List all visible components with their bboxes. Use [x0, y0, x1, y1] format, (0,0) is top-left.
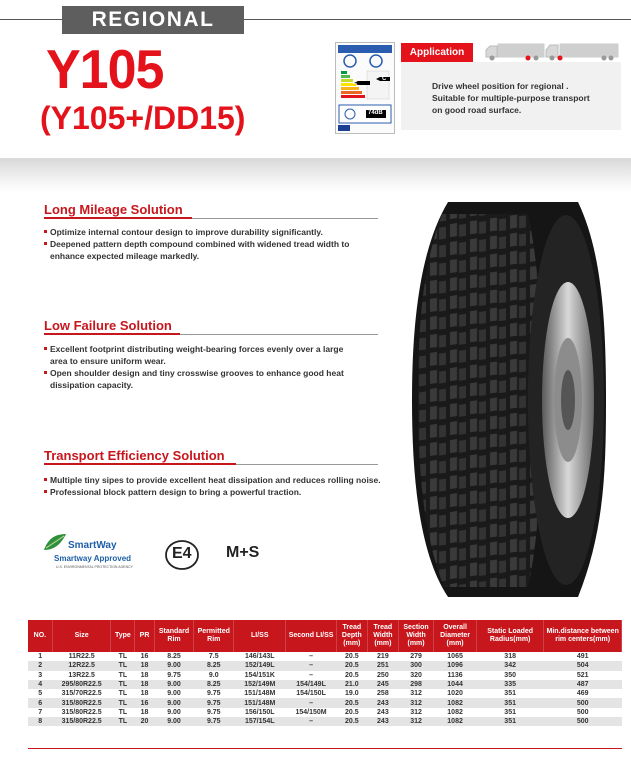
table-row: [28, 698, 622, 707]
table-cell: 20.5: [336, 652, 367, 661]
table-cell: 312: [398, 698, 433, 707]
table-cell: 295/80R22.5: [52, 680, 111, 689]
table-cell: 9.00: [154, 708, 194, 717]
table-cell: 351: [476, 708, 543, 717]
table-cell: 9.75: [194, 717, 234, 726]
table-cell: 16: [135, 652, 154, 661]
table-cell: 250: [367, 671, 398, 680]
table-cell: 9.00: [154, 698, 194, 707]
table-cell: TL: [111, 689, 135, 698]
application-line-3: on good road surface.: [432, 105, 522, 115]
table-cell: 151/148M: [234, 698, 286, 707]
table-row: [28, 652, 622, 661]
table-cell: 18: [135, 680, 154, 689]
section-underline: [44, 333, 180, 335]
bullet-item: Open shoulder design and tiny crosswise grooves to enhance good heat dissipation capacity.: [44, 367, 404, 391]
table-cell: 154/150L: [286, 689, 336, 698]
header-rule-left: [0, 19, 62, 20]
table-cell: 5: [28, 689, 52, 698]
table-cell: TL: [111, 698, 135, 707]
category-badge: REGIONAL: [62, 6, 244, 34]
smartway-approved: Smartway Approved: [54, 554, 132, 563]
table-cell: 7: [28, 708, 52, 717]
ms-marking: M+S: [226, 544, 260, 561]
col-header: NO.: [28, 620, 52, 652]
col-header: Tread Depth (mm): [336, 620, 367, 652]
table-cell: 152/149M: [234, 680, 286, 689]
col-header: LI/SS: [234, 620, 286, 652]
table-cell: TL: [111, 671, 135, 680]
specification-table: [28, 620, 622, 726]
table-cell: 18: [135, 671, 154, 680]
table-cell: 312: [398, 708, 433, 717]
table-row: [28, 708, 622, 717]
model-title: Y105: [46, 39, 164, 101]
table-cell: 18: [135, 689, 154, 698]
col-header: Section Width (mm): [398, 620, 433, 652]
table-cell: 469: [544, 689, 622, 698]
header-divider-band: [0, 158, 631, 193]
table-cell: 9.00: [154, 689, 194, 698]
table-cell: 3: [28, 671, 52, 680]
table-cell: 335: [476, 680, 543, 689]
table-row: [28, 717, 622, 726]
table-cell: 146/143L: [234, 652, 286, 661]
table-cell: 1082: [434, 698, 477, 707]
col-header: PR: [135, 620, 154, 652]
table-cell: –: [286, 671, 336, 680]
table-cell: 16: [135, 698, 154, 707]
smartway-logo: [42, 532, 152, 574]
table-cell: –: [286, 698, 336, 707]
section-rule: [192, 218, 378, 219]
table-cell: 9.00: [154, 661, 194, 670]
table-cell: 151/148M: [234, 689, 286, 698]
table-cell: TL: [111, 661, 135, 670]
table-cell: 315/80R22.5: [52, 708, 111, 717]
table-cell: 9.75: [154, 671, 194, 680]
application-description: [432, 80, 612, 116]
table-cell: 8.25: [194, 661, 234, 670]
table-cell: 20.5: [336, 698, 367, 707]
table-cell: 315/70R22.5: [52, 689, 111, 698]
table-cell: 6: [28, 698, 52, 707]
table-cell: 504: [544, 661, 622, 670]
table-header-row: [28, 620, 622, 652]
bullet-item: Professional block pattern design to bring a powerful traction.: [44, 486, 414, 498]
table-cell: –: [286, 661, 336, 670]
table-cell: 491: [544, 652, 622, 661]
table-cell: TL: [111, 708, 135, 717]
table-cell: 154/149L: [286, 680, 336, 689]
table-cell: 487: [544, 680, 622, 689]
application-line-1: Drive wheel position for regional .: [432, 81, 569, 91]
table-cell: 20.5: [336, 661, 367, 670]
e-mark-text: E4: [172, 545, 192, 562]
section-title-long-mileage: Long Mileage Solution: [44, 202, 183, 217]
col-header: Overall Diameter (mm): [434, 620, 477, 652]
smartway-brand: SmartWay: [68, 540, 117, 551]
table-cell: 1136: [434, 671, 477, 680]
section-rule: [236, 464, 378, 465]
col-header: Second LI/SS: [286, 620, 336, 652]
table-cell: 1020: [434, 689, 477, 698]
table-cell: 350: [476, 671, 543, 680]
table-cell: 251: [367, 661, 398, 670]
model-subtitle: (Y105+/DD15): [40, 100, 246, 136]
application-tab: Application: [401, 43, 473, 62]
table-cell: 521: [544, 671, 622, 680]
table-cell: 320: [398, 671, 433, 680]
table-cell: 152/149L: [234, 661, 286, 670]
table-cell: 1: [28, 652, 52, 661]
table-cell: 500: [544, 708, 622, 717]
table-cell: 300: [398, 661, 433, 670]
table-cell: 9.75: [194, 708, 234, 717]
tire-image: [408, 192, 608, 607]
table-cell: 19.0: [336, 689, 367, 698]
table-cell: 9.75: [194, 698, 234, 707]
table-cell: 1082: [434, 717, 477, 726]
table-cell: 13R22.5: [52, 671, 111, 680]
table-cell: 351: [476, 698, 543, 707]
table-cell: 12R22.5: [52, 661, 111, 670]
semi-truck-icon: [544, 42, 620, 62]
table-cell: 1096: [434, 661, 477, 670]
table-cell: 157/154L: [234, 717, 286, 726]
table-cell: 342: [476, 661, 543, 670]
bullet-item: Multiple tiny sipes to provide excellent heat dissipation and reduces rolling noise.: [44, 474, 414, 486]
col-header: Permitted Rim: [194, 620, 234, 652]
table-bottom-rule: [28, 748, 622, 749]
table-cell: 279: [398, 652, 433, 661]
col-header: Tread Width (mm): [367, 620, 398, 652]
table-cell: 1065: [434, 652, 477, 661]
section-bullets-low-failure: [44, 343, 404, 391]
table-cell: 8.25: [154, 652, 194, 661]
table-cell: 154/151K: [234, 671, 286, 680]
bullet-item: Excellent footprint distributing weight-bearing forces evenly over a large area to ensure uniform wear.: [44, 343, 404, 367]
table-row: [28, 680, 622, 689]
bullet-item: Optimize internal contour design to improve durability significantly.: [44, 226, 404, 238]
table-row: [28, 661, 622, 670]
table-cell: 9.00: [154, 717, 194, 726]
table-cell: 9.0: [194, 671, 234, 680]
wet-grade: C: [382, 76, 387, 82]
table-cell: 243: [367, 708, 398, 717]
section-underline: [44, 463, 236, 465]
table-cell: 156/150L: [234, 708, 286, 717]
section-title-low-failure: Low Failure Solution: [44, 318, 172, 333]
table-cell: 258: [367, 689, 398, 698]
table-cell: 20.5: [336, 708, 367, 717]
section-bullets-transport-efficiency: [44, 474, 414, 498]
table-cell: 9.00: [154, 680, 194, 689]
col-header: Size: [52, 620, 111, 652]
table-cell: TL: [111, 652, 135, 661]
section-bullets-long-mileage: [44, 226, 404, 262]
table-cell: 21.0: [336, 680, 367, 689]
table-cell: 9.75: [194, 689, 234, 698]
table-cell: 500: [544, 698, 622, 707]
table-cell: TL: [111, 680, 135, 689]
bullet-item: Deepened pattern depth compound combined with widened tread width to enhance expected mileage markedly.: [44, 238, 404, 262]
table-cell: 4: [28, 680, 52, 689]
e-mark-badge: [164, 539, 200, 571]
section-rule: [180, 334, 378, 335]
table-cell: 8: [28, 717, 52, 726]
table-cell: 20: [135, 717, 154, 726]
table-row: [28, 689, 622, 698]
table-cell: 318: [476, 652, 543, 661]
table-cell: 312: [398, 717, 433, 726]
table-cell: 20.5: [336, 717, 367, 726]
table-cell: 245: [367, 680, 398, 689]
table-cell: 7.5: [194, 652, 234, 661]
smartway-leaf-icon: [42, 532, 68, 554]
table-cell: 8.25: [194, 680, 234, 689]
section-underline: [44, 217, 192, 219]
table-cell: 154/150M: [286, 708, 336, 717]
header-rule-right: [244, 19, 631, 20]
table-cell: 11R22.5: [52, 652, 111, 661]
table-cell: 243: [367, 717, 398, 726]
table-cell: 18: [135, 708, 154, 717]
table-row: [28, 671, 622, 680]
col-header: Type: [111, 620, 135, 652]
table-cell: 2: [28, 661, 52, 670]
table-cell: 500: [544, 717, 622, 726]
col-header: Static Loaded Radius(mm): [476, 620, 543, 652]
table-cell: 315/80R22.5: [52, 717, 111, 726]
application-line-2: Suitable for multiple-purpose transport: [432, 93, 590, 103]
table-cell: 20.5: [336, 671, 367, 680]
eu-label-graphic: [336, 43, 394, 133]
eu-tyre-label: [335, 42, 395, 134]
col-header: Standard Rim: [154, 620, 194, 652]
table-cell: 1044: [434, 680, 477, 689]
rigid-truck-icon: [484, 42, 546, 62]
table-cell: 1082: [434, 708, 477, 717]
table-cell: 312: [398, 689, 433, 698]
col-header: Min.distance between rim centers(mm): [544, 620, 622, 652]
table-cell: 351: [476, 717, 543, 726]
table-cell: 18: [135, 661, 154, 670]
table-cell: –: [286, 717, 336, 726]
table-cell: 351: [476, 689, 543, 698]
noise-value: 74dB: [368, 110, 383, 116]
table-cell: –: [286, 652, 336, 661]
table-cell: 298: [398, 680, 433, 689]
smartway-agency: U.S. ENVIRONMENTAL PROTECTION AGENCY: [56, 565, 134, 569]
rolling-grade: E: [353, 80, 358, 86]
table-cell: 243: [367, 698, 398, 707]
table-cell: 219: [367, 652, 398, 661]
section-title-transport-efficiency: Transport Efficiency Solution: [44, 448, 225, 463]
table-cell: TL: [111, 717, 135, 726]
table-cell: 315/80R22.5: [52, 698, 111, 707]
